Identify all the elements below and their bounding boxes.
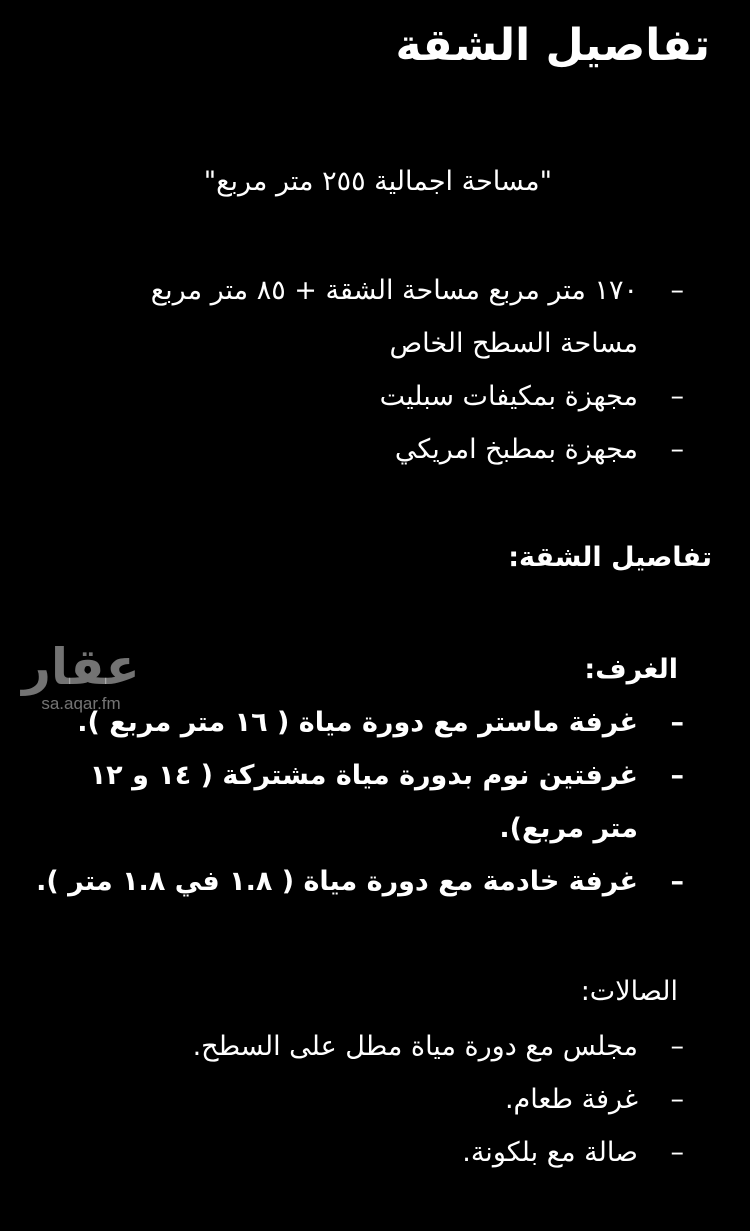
bullet-dash: – <box>670 866 684 897</box>
bullet-dash: – <box>670 707 684 738</box>
bullet-dash: – <box>670 1137 684 1168</box>
rooms-list <box>0 696 750 908</box>
page-title: تفاصيل الشقة <box>395 20 710 71</box>
bullet-dash: – <box>670 381 684 412</box>
list-item-text: مجلس مع دورة مياة مطل على السطح. <box>192 1031 638 1062</box>
list-item-text: مجهزة بمطبخ امريكي <box>394 434 638 465</box>
list-item-text: مجهزة بمكيفات سبليت <box>379 381 638 412</box>
list-item <box>0 855 750 908</box>
aqar-watermark <box>20 640 142 714</box>
watermark-logo: عقار <box>22 638 140 696</box>
list-item <box>0 1073 750 1126</box>
list-item-text: غرفة طعام. <box>504 1084 638 1115</box>
details-heading: تفاصيل الشقة: <box>508 542 712 573</box>
rooms-heading: الغرف: <box>584 654 678 685</box>
bullet-dash: – <box>670 275 684 306</box>
total-area-text: "مساحة اجمالية ٢٥٥ متر مربع" <box>203 166 552 197</box>
list-item-text: غرفة خادمة مع دورة مياة ( ١.٨ في ١.٨ متر ). <box>36 866 638 897</box>
bullet-dash: – <box>670 760 684 791</box>
list-item-text: غرفة ماستر مع دورة مياة ( ١٦ متر مربع ). <box>77 707 638 738</box>
watermark-url: sa.aqar.fm <box>41 694 121 713</box>
list-item-text: ١٧٠ متر مربع مساحة الشقة + ٨٥ متر مربع مساحة السطح الخاص <box>150 275 638 359</box>
area-list <box>0 264 750 476</box>
halls-heading: الصالات: <box>580 976 678 1007</box>
list-item <box>0 1020 750 1073</box>
halls-list <box>0 1020 750 1179</box>
list-item <box>0 749 750 855</box>
bullet-dash: – <box>670 1084 684 1115</box>
list-item-text: غرفتين نوم بدورة مياة مشتركة ( ١٤ و ١٢ متر مربع). <box>89 760 638 844</box>
list-item <box>0 1126 750 1179</box>
list-item <box>0 423 750 476</box>
list-item <box>0 264 750 370</box>
list-item <box>0 370 750 423</box>
list-item-text: صالة مع بلكونة. <box>462 1137 638 1168</box>
bullet-dash: – <box>670 1031 684 1062</box>
bullet-dash: – <box>670 434 684 465</box>
